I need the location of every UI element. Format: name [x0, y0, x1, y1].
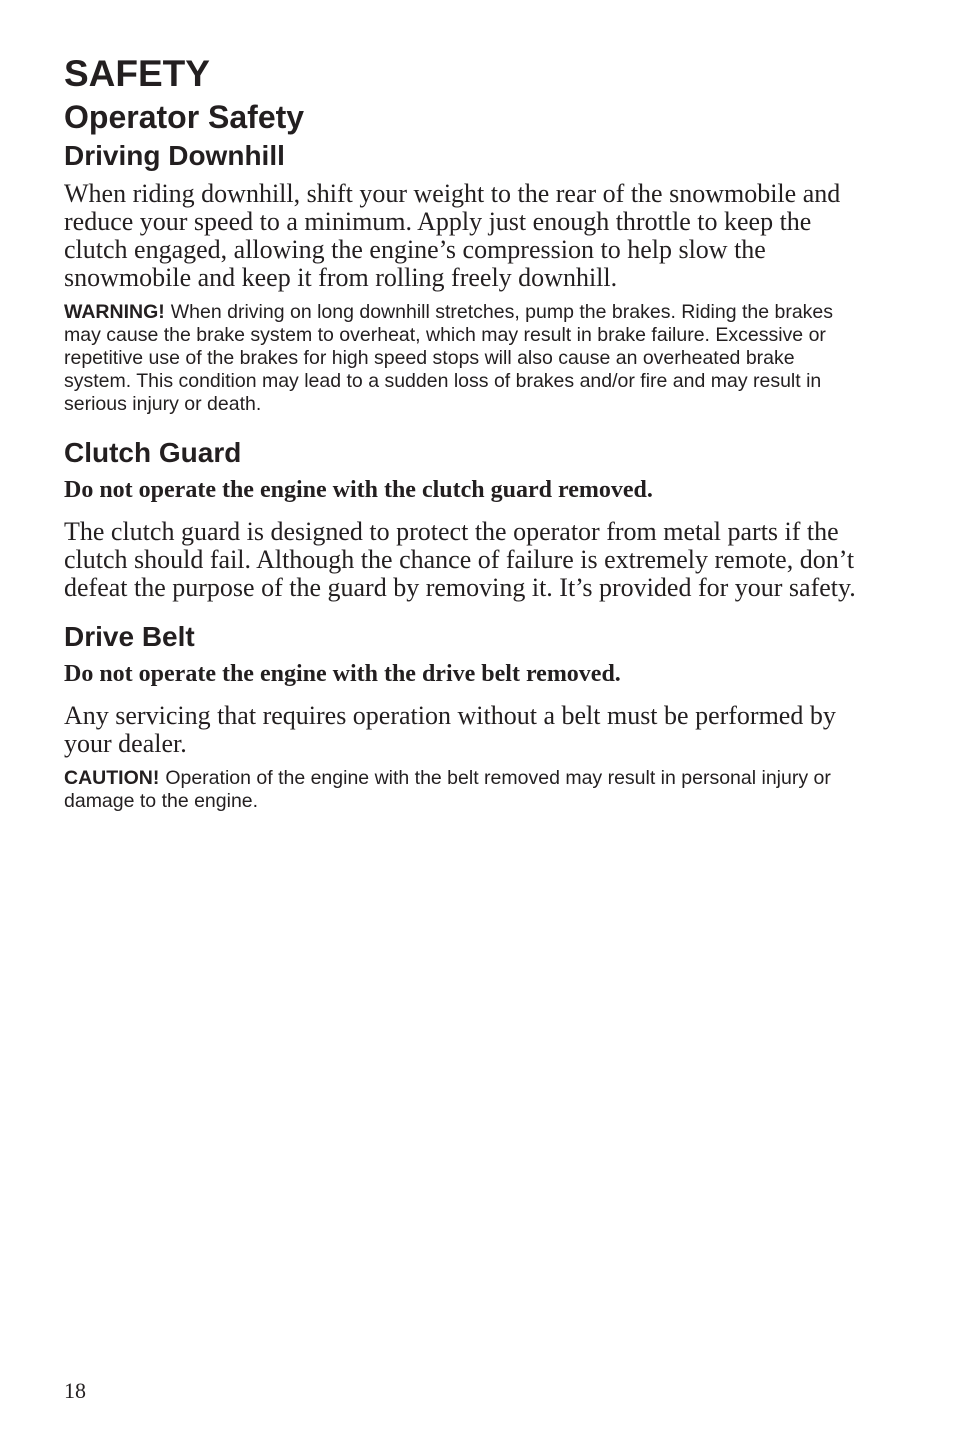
page-content — [64, 52, 864, 813]
warning-label: WARNING! — [64, 301, 165, 323]
clutch-guard-heading: Clutch Guard — [64, 437, 242, 468]
page-number: 18 — [64, 1378, 86, 1403]
drive-belt-heading: Drive Belt — [64, 621, 195, 652]
drive-belt-body: Any servicing that requires operation without a belt must be performed by your dealer. — [64, 701, 836, 758]
caution-label: CAUTION! — [64, 767, 160, 789]
chapter-title: SAFETY — [64, 53, 210, 94]
caution-notice — [64, 767, 864, 813]
driving-downhill-heading: Driving Downhill — [64, 140, 285, 171]
caution-text: Operation of the engine with the belt removed may result in personal injury or damage to the engine. — [64, 767, 831, 812]
clutch-guard-body: The clutch guard is designed to protect the operator from metal parts if the clutch should fail. Although the chance of failure is extremely remote, don’t defeat the purpose of the guard by removing it. It’s provided for your safety. — [64, 517, 856, 602]
driving-downhill-body: When riding downhill, shift your weight to the rear of the snowmobile and reduce your speed to a minimum. Apply just enough throttle to keep the clutch engaged, allowing the engine’s compression to help slow the snowmobile and keep it from rolling freely downhill. — [64, 179, 841, 292]
section-title: Operator Safety — [64, 99, 305, 135]
clutch-guard-note: Do not operate the engine with the clutch guard removed. — [64, 477, 653, 503]
warning-notice — [64, 301, 864, 416]
warning-text: When driving on long downhill stretches, pump the brakes. Riding the brakes may cause the brake system to overheat, which may result in brake failure. Excessive or repetitive use of the brakes for high speed stops will also cause an overheated brake system. This condition may lead to a sudden loss of brakes and/or fire and may result in serious injury or death. — [64, 301, 834, 415]
drive-belt-note: Do not operate the engine with the drive belt removed. — [64, 661, 621, 687]
